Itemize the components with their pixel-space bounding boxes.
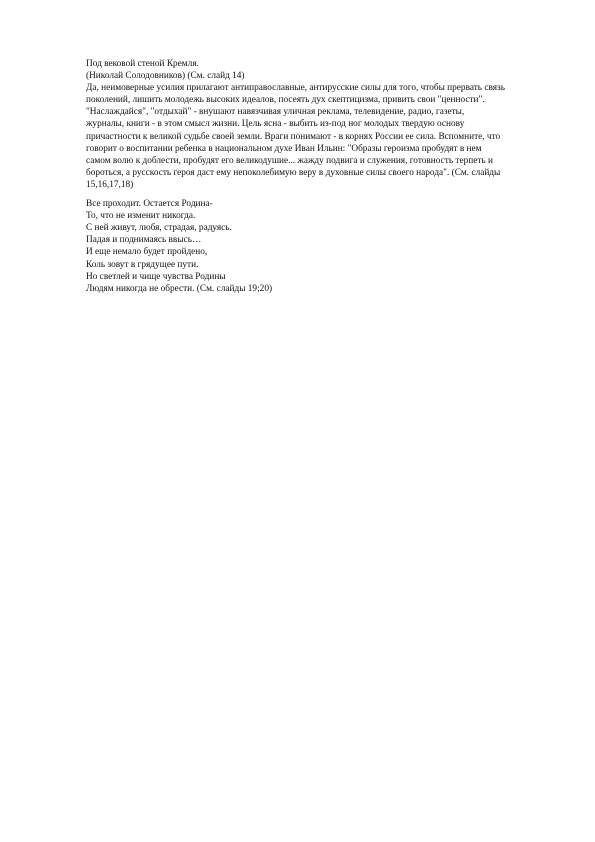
prose-line-5: "Наслаждайся", "отдыхай" - внушают навязчивая уличная реклама, телевидение, радио, газеты, xyxy=(86,107,465,118)
prose-line-11: 15,16,17,18) xyxy=(86,179,134,190)
poem-line-6: Коль зовут в грядущее пути. xyxy=(86,259,199,270)
poem-block xyxy=(86,198,556,295)
prose-line-6: журналы, книги - в этом смысл жизни. Цель ясна - выбить из-под ног молодых твердую основу xyxy=(86,119,465,130)
poem-line-5: И еще немало будет пройдено, xyxy=(86,247,208,258)
prose-line-10: бороться, а русскость героя даст ему непоколебимую веру в духовные силы своего народа". (См. слайды xyxy=(86,167,501,178)
poem-line-3: С ней живут, любя, страдая, радуясь. xyxy=(86,223,232,234)
poem-line-4: Падая и поднимаясь ввысь… xyxy=(86,235,202,246)
poem-line-2: То, что не изменит никогда. xyxy=(86,211,196,222)
prose-line-8: говорит о воспитании ребенка в национальном духе Иван Ильин: "Образы героизма пробудят в нем xyxy=(86,143,482,154)
prose-line-7: причастности к великой судьбе своей земли. Враги понимают - в корнях России ее сила. Вспомните, что xyxy=(86,131,501,142)
poem-line-7: Но светлей и чище чувства Родины xyxy=(86,271,226,282)
prose-line-2: (Николай Солодовников) (См. слайд 14) xyxy=(86,71,245,82)
prose-line-1: Под вековой стеной Кремля. xyxy=(86,59,199,69)
prose-block xyxy=(86,58,556,191)
prose-line-4: поколений, лишить молодежь высоких идеалов, посеять дух скептицизма, привить свои "ценности". xyxy=(86,95,485,106)
poem-line-8: Людям никогда не обрести. (См. слайды 19;20) xyxy=(86,283,273,294)
paragraph-gap xyxy=(86,191,556,198)
document-page xyxy=(86,58,556,295)
poem-line-1: Все проходит. Остается Родина- xyxy=(86,199,213,210)
prose-line-3: Да, неимоверные усилия прилагают антиправославные, антирусские силы для того, чтобы прервать связь xyxy=(86,83,505,94)
prose-line-9: самом волю к доблести, пробудят его великодушие... жажду подвига и служения, готовность терпеть и xyxy=(86,155,493,166)
